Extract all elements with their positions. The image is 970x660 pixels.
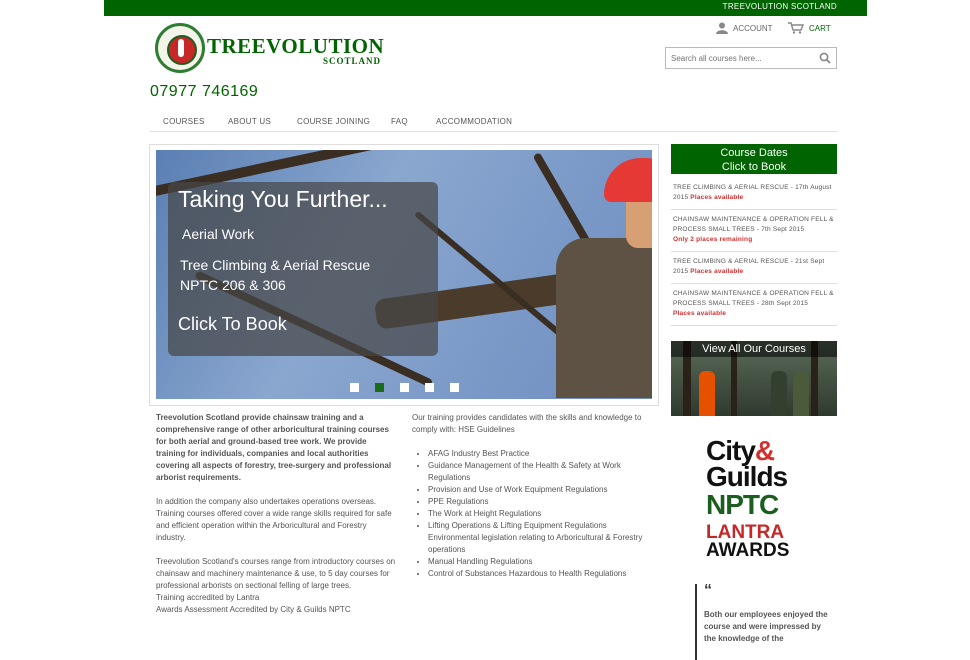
intro-paragraph-4: Training accredited by Lantra bbox=[156, 593, 260, 602]
slider-dot[interactable] bbox=[400, 383, 409, 392]
logo-sub: SCOTLAND bbox=[322, 56, 381, 66]
course-date-item[interactable] bbox=[671, 178, 837, 210]
course-date-text: TREE CLIMBING & AERIAL RESCUE - 21st Sept 2015 bbox=[673, 258, 825, 275]
regulations-block bbox=[412, 412, 652, 580]
city-guilds-lantra-logo bbox=[706, 435, 806, 561]
account-link[interactable] bbox=[716, 22, 773, 34]
hero-line-2: Tree Climbing & Aerial Rescue bbox=[180, 257, 371, 273]
course-date-status: Places available bbox=[690, 194, 744, 201]
logo-guilds: Guilds bbox=[706, 461, 788, 492]
top-bar-brand: TREEVOLUTION SCOTLAND bbox=[722, 2, 837, 11]
intro-text bbox=[156, 412, 396, 616]
course-dates-header[interactable] bbox=[671, 144, 837, 174]
slider-dot[interactable] bbox=[350, 383, 359, 392]
list-item: • The Work at Height Regulations bbox=[428, 508, 652, 520]
course-date-item[interactable] bbox=[671, 284, 837, 326]
user-icon bbox=[716, 22, 728, 34]
list-item: • Lifting Operations & Lifting Equipment Regulations Environmental legislation relating to Arboricultural & Forestry operations bbox=[428, 520, 652, 556]
regulations-intro: Our training provides candidates with the skills and knowledge to comply with: HSE Guidelines bbox=[412, 413, 642, 434]
hero-title: Taking You Further... bbox=[178, 186, 388, 212]
testimonial-text: Both our employees enjoyed the course and were impressed by the knowledge of the bbox=[704, 610, 828, 643]
slider-dot-active[interactable] bbox=[375, 383, 384, 392]
search-input[interactable] bbox=[666, 48, 816, 68]
list-item: • Guidance Management of the Health & Safety at Work Regulations bbox=[428, 460, 652, 484]
cart-icon bbox=[788, 22, 804, 34]
view-all-label: View All Our Courses bbox=[671, 341, 837, 357]
list-item: • PPE Regulations bbox=[428, 496, 652, 508]
slider-dots bbox=[350, 383, 459, 392]
slider-dot[interactable] bbox=[450, 383, 459, 392]
search-box bbox=[665, 47, 837, 69]
regulations-list bbox=[412, 448, 652, 580]
nav-courses[interactable]: COURSES bbox=[163, 117, 205, 126]
testimonial bbox=[695, 584, 837, 660]
account-label: ACCOUNT bbox=[733, 23, 773, 33]
hero-cta[interactable]: Click To Book bbox=[178, 314, 287, 334]
course-date-status: Only 2 places remaining bbox=[673, 236, 753, 243]
course-dates-subtitle: Click to Book bbox=[721, 161, 787, 173]
nav-faq[interactable]: FAQ bbox=[391, 117, 408, 126]
course-date-text: CHAINSAW MAINTENANCE & OPERATION FELL & PROCESS SMALL TREES - 7th Sept 2015 bbox=[673, 216, 834, 233]
site-logo[interactable] bbox=[153, 22, 385, 74]
cart-link[interactable] bbox=[788, 22, 831, 34]
logo-emblem bbox=[155, 23, 205, 73]
main-nav bbox=[150, 114, 837, 132]
search-icon[interactable] bbox=[819, 52, 831, 64]
course-dates-list bbox=[671, 178, 837, 326]
logo-city: City bbox=[706, 435, 755, 466]
top-bar bbox=[104, 0, 867, 16]
logo-nptc: NPTC bbox=[706, 489, 779, 520]
nav-course-joining[interactable]: COURSE JOINING bbox=[297, 117, 371, 126]
hero-line-3: NPTC 206 & 306 bbox=[180, 277, 286, 293]
logo-lantra: LANTRA bbox=[706, 522, 785, 543]
course-date-text: TREE CLIMBING & AERIAL RESCUE - 17th August 2015 bbox=[673, 184, 832, 201]
quote-icon: “ bbox=[704, 582, 712, 599]
phone-number[interactable]: 07977 746169 bbox=[150, 83, 259, 100]
course-date-item[interactable] bbox=[671, 210, 837, 252]
course-date-item[interactable] bbox=[671, 252, 837, 284]
logo-name: TREEVOLUTION bbox=[207, 34, 385, 58]
list-item: • Control of Substances Hazardous to Health Regulations bbox=[428, 568, 652, 580]
course-date-status: Places available bbox=[673, 310, 727, 317]
logo-amp: & bbox=[754, 435, 775, 466]
list-item: • AFAG Industry Best Practice bbox=[428, 448, 652, 460]
intro-paragraph-5: Awards Assessment Accredited by City & Guilds NPTC bbox=[156, 605, 351, 614]
hero-course-lines bbox=[180, 255, 430, 295]
list-item: • Provision and Use of Work Equipment Regulations bbox=[428, 484, 652, 496]
hero-slider[interactable] bbox=[156, 150, 652, 399]
course-date-text: CHAINSAW MAINTENANCE & OPERATION FELL & PROCESS SMALL TREES - 28th Sept 2015 bbox=[673, 290, 834, 307]
intro-paragraph-3: Treevolution Scotland's courses range from introductory courses on chainsaw and machinery maintenance & use, to 5 day courses for professional arborists on sectional felling of large trees. bbox=[156, 557, 396, 590]
course-dates-title: Course Dates bbox=[720, 147, 788, 159]
cart-label: CART bbox=[809, 23, 831, 33]
intro-paragraph-2: In addition the company also undertakes operations overseas. Training courses offered cover a wide range skills required for safe and efficient operation within the Arboricultural and Forestry industry. bbox=[156, 497, 392, 542]
view-all-courses-banner[interactable] bbox=[671, 341, 837, 416]
hero-line-1: Aerial Work bbox=[182, 226, 255, 242]
slider-dot[interactable] bbox=[425, 383, 434, 392]
list-item: • Manual Handling Regulations bbox=[428, 556, 652, 568]
course-date-status: Places available bbox=[690, 268, 744, 275]
intro-bold: Treevolution Scotland provide chainsaw training and a comprehensive range of other arboricultural training courses for both aerial and ground-based tree work. We provide training for individuals, companies and local authorities covering all aspects of forestry, tree-surgery and professional arborist requirements. bbox=[156, 413, 392, 482]
nav-accommodation[interactable]: ACCOMMODATION bbox=[436, 117, 513, 126]
logo-awards: AWARDS bbox=[706, 540, 790, 561]
nav-about-us[interactable]: ABOUT US bbox=[228, 117, 272, 126]
